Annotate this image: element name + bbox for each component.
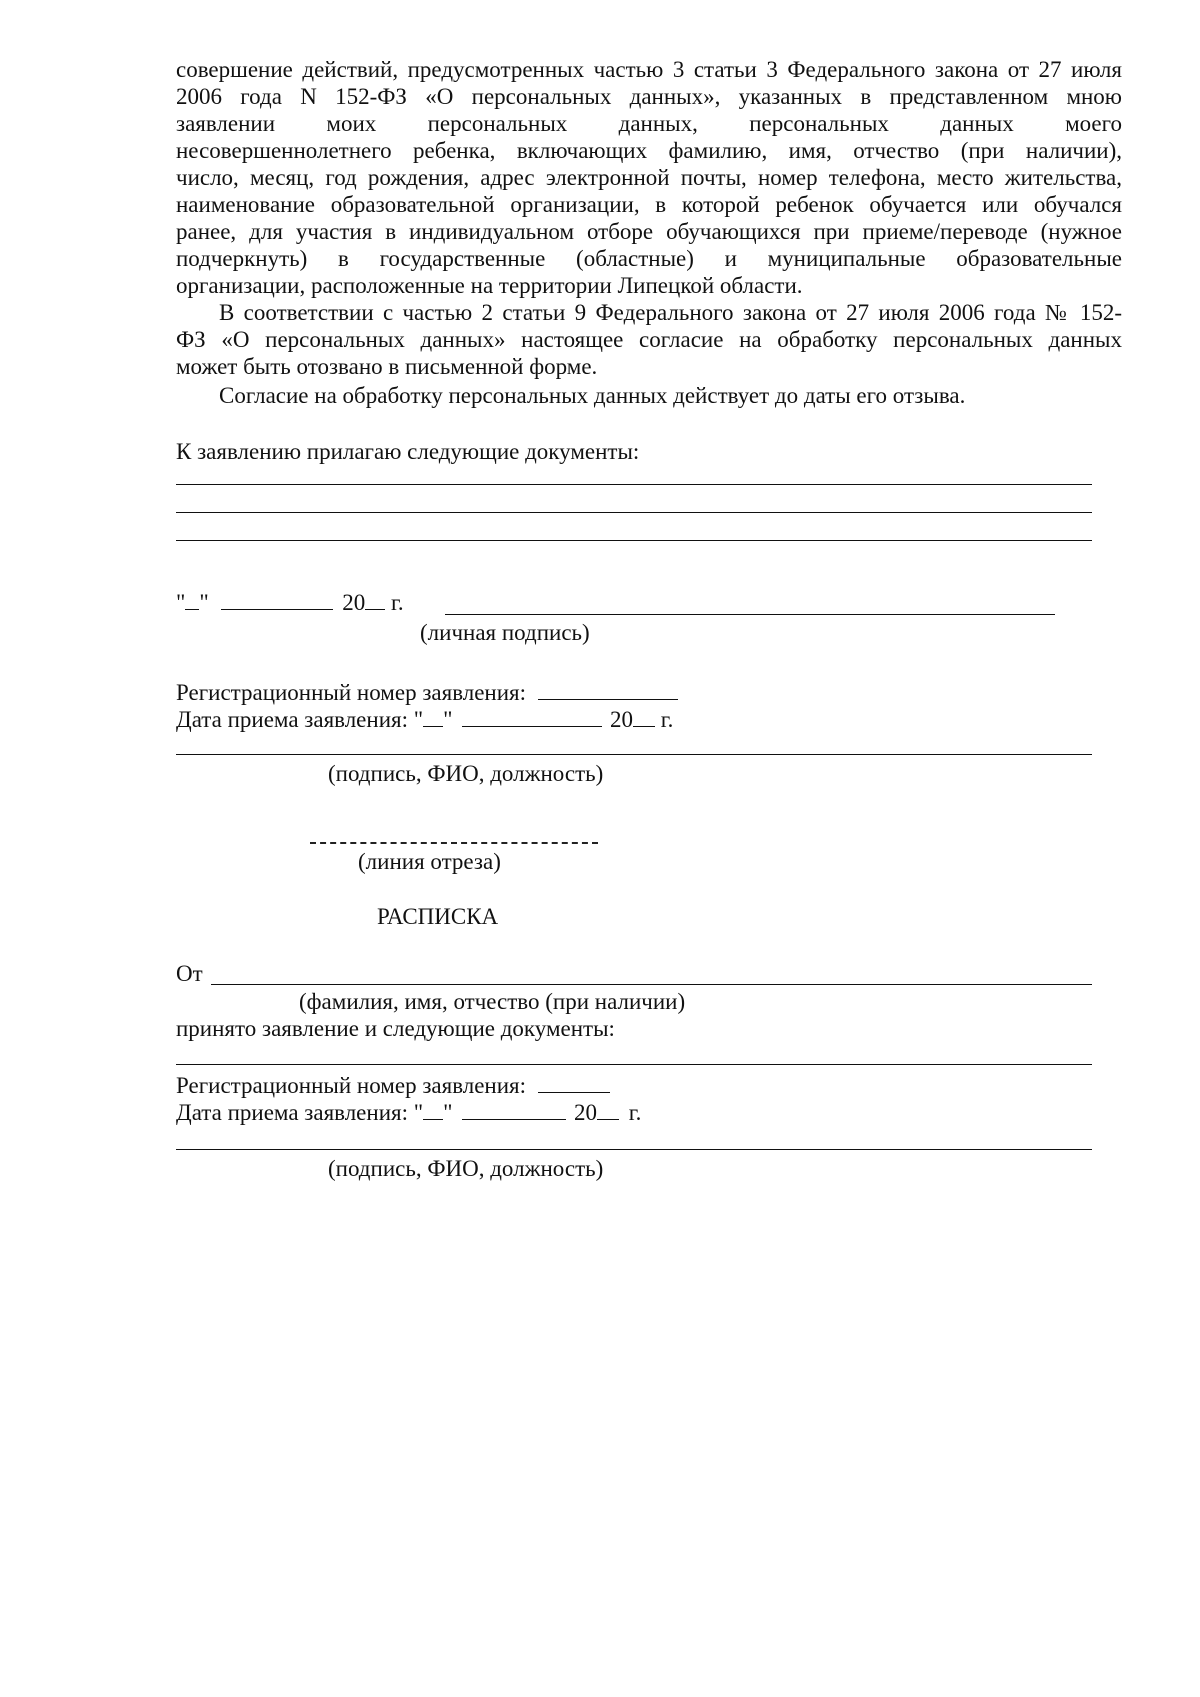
consent-line: подчеркнуть) в государственные (областные) и муниципальные образовательные bbox=[176, 246, 1122, 271]
receipt-signature-line[interactable] bbox=[176, 1149, 1092, 1150]
consent-line: число, месяц, год рождения, адрес электронной почты, номер телефона, место жительства, bbox=[176, 165, 1122, 190]
year-suffix: г. bbox=[628, 1100, 642, 1125]
quote-close: " bbox=[443, 707, 453, 732]
consent-line: ранее, для участия в индивидуальном отборе обучающихся при приеме/переводе (нужное bbox=[176, 219, 1122, 244]
registration-number-field[interactable] bbox=[538, 679, 678, 700]
consent-line: совершение действий, предусмотренных частью 3 статьи 3 Федерального закона от 27 июля bbox=[176, 57, 1122, 82]
receipt-number-field[interactable] bbox=[538, 1072, 610, 1093]
receipt-title: РАСПИСКА bbox=[377, 904, 499, 929]
attachment-line[interactable] bbox=[176, 512, 1092, 513]
registration-date-row bbox=[176, 706, 673, 733]
registration-date-label: Дата приема заявления: " bbox=[176, 707, 424, 732]
consent-line: 2006 года N 152-ФЗ «О персональных данных», указанных в представленном мною bbox=[176, 84, 1122, 109]
receipt-number-label: Регистрационный номер заявления: bbox=[176, 1073, 527, 1098]
registrar-caption: (подпись, ФИО, должность) bbox=[328, 761, 604, 786]
month-field[interactable] bbox=[221, 589, 333, 610]
attachments-label: К заявлению прилагаю следующие документы: bbox=[176, 439, 640, 464]
receipt-caption: (подпись, ФИО, должность) bbox=[328, 1156, 604, 1181]
day-field[interactable] bbox=[423, 706, 443, 727]
year-suffix: г. bbox=[660, 707, 674, 732]
month-field[interactable] bbox=[462, 1099, 566, 1120]
withdrawal-line: может быть отозвано в письменной форме. bbox=[176, 354, 598, 379]
cut-line bbox=[310, 842, 598, 844]
validity-text: Согласие на обработку персональных данных действует до даты его отзыва. bbox=[219, 383, 966, 408]
attachment-line[interactable] bbox=[176, 540, 1092, 541]
from-field[interactable] bbox=[211, 984, 1092, 985]
signature-caption: (личная подпись) bbox=[420, 620, 590, 645]
month-field[interactable] bbox=[462, 706, 602, 727]
year-field[interactable] bbox=[633, 706, 655, 727]
receipt-number-row bbox=[176, 1072, 610, 1099]
receipt-documents-line[interactable] bbox=[176, 1064, 1092, 1065]
from-caption: (фамилия, имя, отчество (при наличии) bbox=[299, 989, 686, 1014]
consent-line: несовершеннолетнего ребенка, включающих фамилию, имя, отчество (при наличии), bbox=[176, 138, 1122, 163]
year-prefix: 20 bbox=[342, 590, 366, 615]
quote-close: " bbox=[199, 590, 209, 615]
registrar-signature-line[interactable] bbox=[176, 754, 1092, 755]
consent-line: наименование образовательной организации, в которой ребенок обучается или обучался bbox=[176, 192, 1122, 217]
day-field[interactable] bbox=[423, 1099, 443, 1120]
day-field[interactable] bbox=[185, 589, 199, 610]
registration-number-row bbox=[176, 679, 678, 706]
withdrawal-line: ФЗ «О персональных данных» настоящее согласие на обработку персональных данных bbox=[176, 327, 1122, 352]
withdrawal-line: В соответствии с частью 2 статьи 9 Федерального закона от 27 июля 2006 года № 152- bbox=[219, 300, 1122, 325]
consent-line: заявлении моих персональных данных, персональных данных моего bbox=[176, 111, 1122, 136]
signature-line[interactable] bbox=[445, 614, 1055, 615]
from-label: От bbox=[176, 961, 203, 986]
year-field[interactable] bbox=[365, 589, 385, 610]
year-prefix: 20 bbox=[574, 1100, 598, 1125]
year-field[interactable] bbox=[597, 1099, 619, 1120]
quote-open: " bbox=[176, 590, 186, 615]
cut-line-caption: (линия отреза) bbox=[358, 849, 501, 874]
signature-date-row bbox=[176, 589, 404, 616]
year-suffix: г. bbox=[391, 590, 404, 615]
receipt-date-row bbox=[176, 1099, 641, 1126]
year-prefix: 20 bbox=[610, 707, 634, 732]
accepted-text: принято заявление и следующие документы: bbox=[176, 1016, 615, 1041]
receipt-date-label: Дата приема заявления: " bbox=[176, 1100, 424, 1125]
attachment-line[interactable] bbox=[176, 484, 1092, 485]
consent-line: организации, расположенные на территории Липецкой области. bbox=[176, 273, 803, 298]
quote-close: " bbox=[443, 1100, 453, 1125]
registration-number-label: Регистрационный номер заявления: bbox=[176, 680, 527, 705]
